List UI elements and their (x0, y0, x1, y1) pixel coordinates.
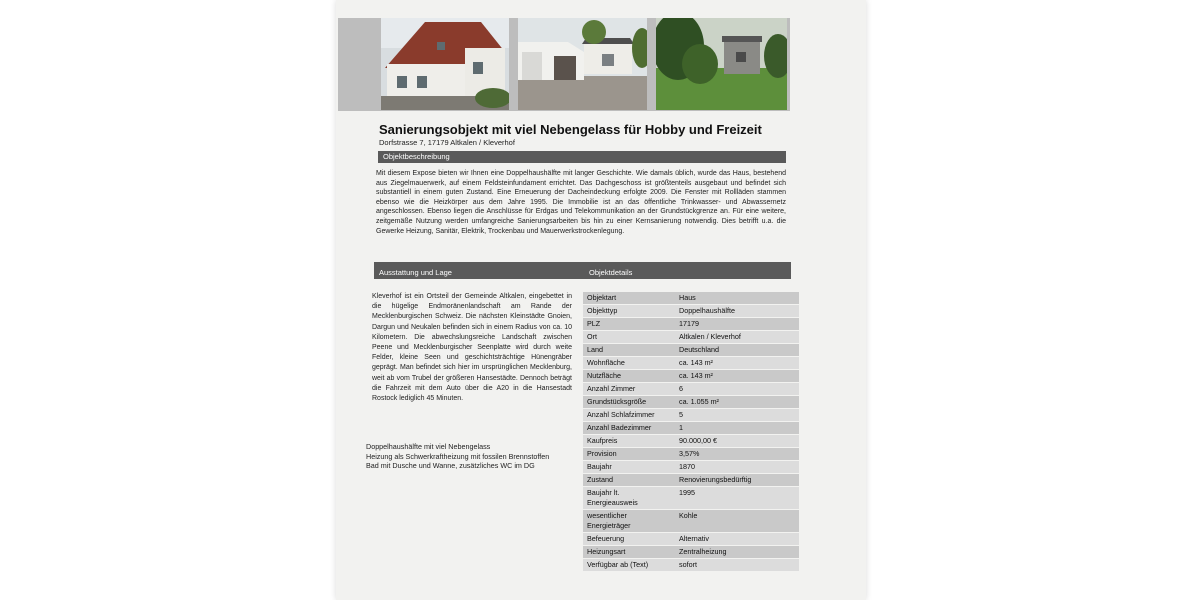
details-value: 6 (679, 384, 683, 393)
details-row (583, 510, 799, 532)
location-header: Ausstattung und Lage (379, 268, 452, 277)
details-value: Zentralheizung (679, 547, 727, 556)
details-key: PLZ (587, 319, 601, 328)
details-key: Land (587, 345, 603, 354)
details-value: 90.000,00 € (679, 436, 717, 445)
location-text: Kleverhof ist ein Ortsteil der Gemeinde Altkalen, eingebettet in die hügelige Endmoränenlandschaft am Rande der Mecklenburgischen Schweiz. Die nächsten Kleinstädte Gnoien, Dargun und Neukalen befinden sich in einem Radius von ca. 10 Kilometern. Die abwechslungsreiche Landschaft zwischen Peene und Mecklenburgischer Seenplatte wird durch weite Felder, kleine Seen und geschichtsträchtige Hünengräber geprägt. Man befindet sich hier im ursprünglichen Mecklenburg, weit ab vom Trubel der größeren Hansestädte. Dennoch beträgt die Fahrzeit mit dem Auto über die A20 in die Hansestadt Rostock lediglich 45 Minuten. (372, 293, 572, 403)
feature-item: Heizung als Schwerkraftheizung mit fossilen Brennstoffen (366, 451, 550, 461)
details-row (583, 331, 799, 343)
details-value: ca. 1.055 m² (679, 397, 719, 406)
details-value: Kohle (679, 511, 698, 520)
details-value: 3,57% (679, 449, 700, 458)
details-key: Zustand (587, 475, 613, 484)
details-key: Nutzfläche (587, 371, 621, 380)
details-key: Anzahl Schlafzimmer (587, 410, 655, 419)
details-row (583, 461, 799, 473)
details-row (583, 474, 799, 486)
details-key: Objektart (587, 293, 617, 302)
details-row (583, 422, 799, 434)
details-header: Objektdetails (589, 268, 633, 277)
details-value: Haus (679, 293, 696, 302)
details-row (583, 344, 799, 356)
details-key: Baujahr (587, 462, 612, 471)
details-row (583, 487, 799, 509)
details-value: ca. 143 m² (679, 358, 713, 367)
details-key: Kaufpreis (587, 436, 618, 445)
details-value: 17179 (679, 319, 699, 328)
features-list (366, 442, 572, 471)
details-value: ca. 143 m² (679, 371, 713, 380)
details-row (583, 559, 799, 571)
details-key: wesentlicher Energieträger (587, 511, 631, 530)
details-row (583, 435, 799, 447)
details-row (583, 370, 799, 382)
description-text: Mit diesem Expose bieten wir Ihnen eine Doppelhaushälfte mit langer Geschichte. Wie damals üblich, wurde das Haus, bestehend aus Ziegelmauerwerk, auf einem Feldsteinfundament errichtet. Das Dachgeschoss ist größtenteils ausgebaut und befindet sich substantiell in einem guten Zustand. Eine Erneuerung der Dacheindeckung erfolgte 2009. Die Fenster mit Rollläden stammen ebenso wie die Heizkörper aus dem Jahre 1995. Die Immobilie ist an das öffentliche Trinkwasser- und Abwassernetz angeschlossen. Ebenso liegen die Anschlüsse für Erdgas und Telekommunikation an der Grundstückgrenze an. Für eine weitere, zeitgemäße Nutzung werden umfangreiche Sanierungsarbeiten bis hin zu einer Kernsanierung notwendig. Dies betrifft u.a. die Gewerke Heizung, Sanitär, Elektrik, Trockenbau und Mauerwerkstrockenlegung. (376, 170, 786, 235)
details-value: 1870 (679, 462, 695, 471)
details-row (583, 448, 799, 460)
details-row (583, 357, 799, 369)
house-photo-image (381, 18, 509, 110)
garden-photo-image (656, 18, 787, 110)
details-row (583, 305, 799, 317)
garden-photo (656, 18, 787, 110)
details-key: Befeuerung (587, 534, 625, 543)
details-key: Anzahl Badezimmer (587, 423, 652, 432)
description-header: Objektbeschreibung (378, 151, 786, 163)
details-value: Doppelhaushälfte (679, 306, 735, 315)
details-key: Anzahl Zimmer (587, 384, 636, 393)
details-value: Renovierungsbedürftig (679, 475, 752, 484)
garage-photo-image (518, 18, 647, 110)
details-row (583, 318, 799, 330)
details-value: 1 (679, 423, 683, 432)
details-key: Provision (587, 449, 617, 458)
details-key: Baujahr lt. Energieausweis (587, 488, 638, 507)
details-row (583, 533, 799, 545)
listing-address: Dorfstrasse 7, 17179 Altkalen / Kleverhof (379, 138, 515, 147)
details-key: Objekttyp (587, 306, 618, 315)
details-value: sofort (679, 560, 697, 569)
details-value: Altkalen / Kleverhof (679, 332, 741, 341)
details-key: Heizungsart (587, 547, 626, 556)
details-value: Deutschland (679, 345, 719, 354)
details-key: Wohnfläche (587, 358, 625, 367)
listing-title: Sanierungsobjekt mit viel Nebengelass für Hobby und Freizeit (379, 122, 762, 137)
details-value: 1995 (679, 488, 695, 497)
details-row (583, 383, 799, 395)
details-key: Grundstücksgröße (587, 397, 647, 406)
details-row (583, 396, 799, 408)
details-value: 5 (679, 410, 683, 419)
feature-item: Bad mit Dusche und Wanne, zusätzliches WC im DG (366, 461, 535, 471)
house-photo (381, 18, 509, 110)
garage-photo (518, 18, 647, 110)
details-row (583, 292, 799, 304)
details-row (583, 546, 799, 558)
details-key: Verfügbar ab (Text) (587, 560, 649, 569)
details-key: Ort (587, 332, 597, 341)
details-value: Alternativ (679, 534, 709, 543)
details-table (583, 292, 799, 572)
feature-item: Doppelhaushälfte mit viel Nebengelass (366, 442, 491, 451)
details-row (583, 409, 799, 421)
